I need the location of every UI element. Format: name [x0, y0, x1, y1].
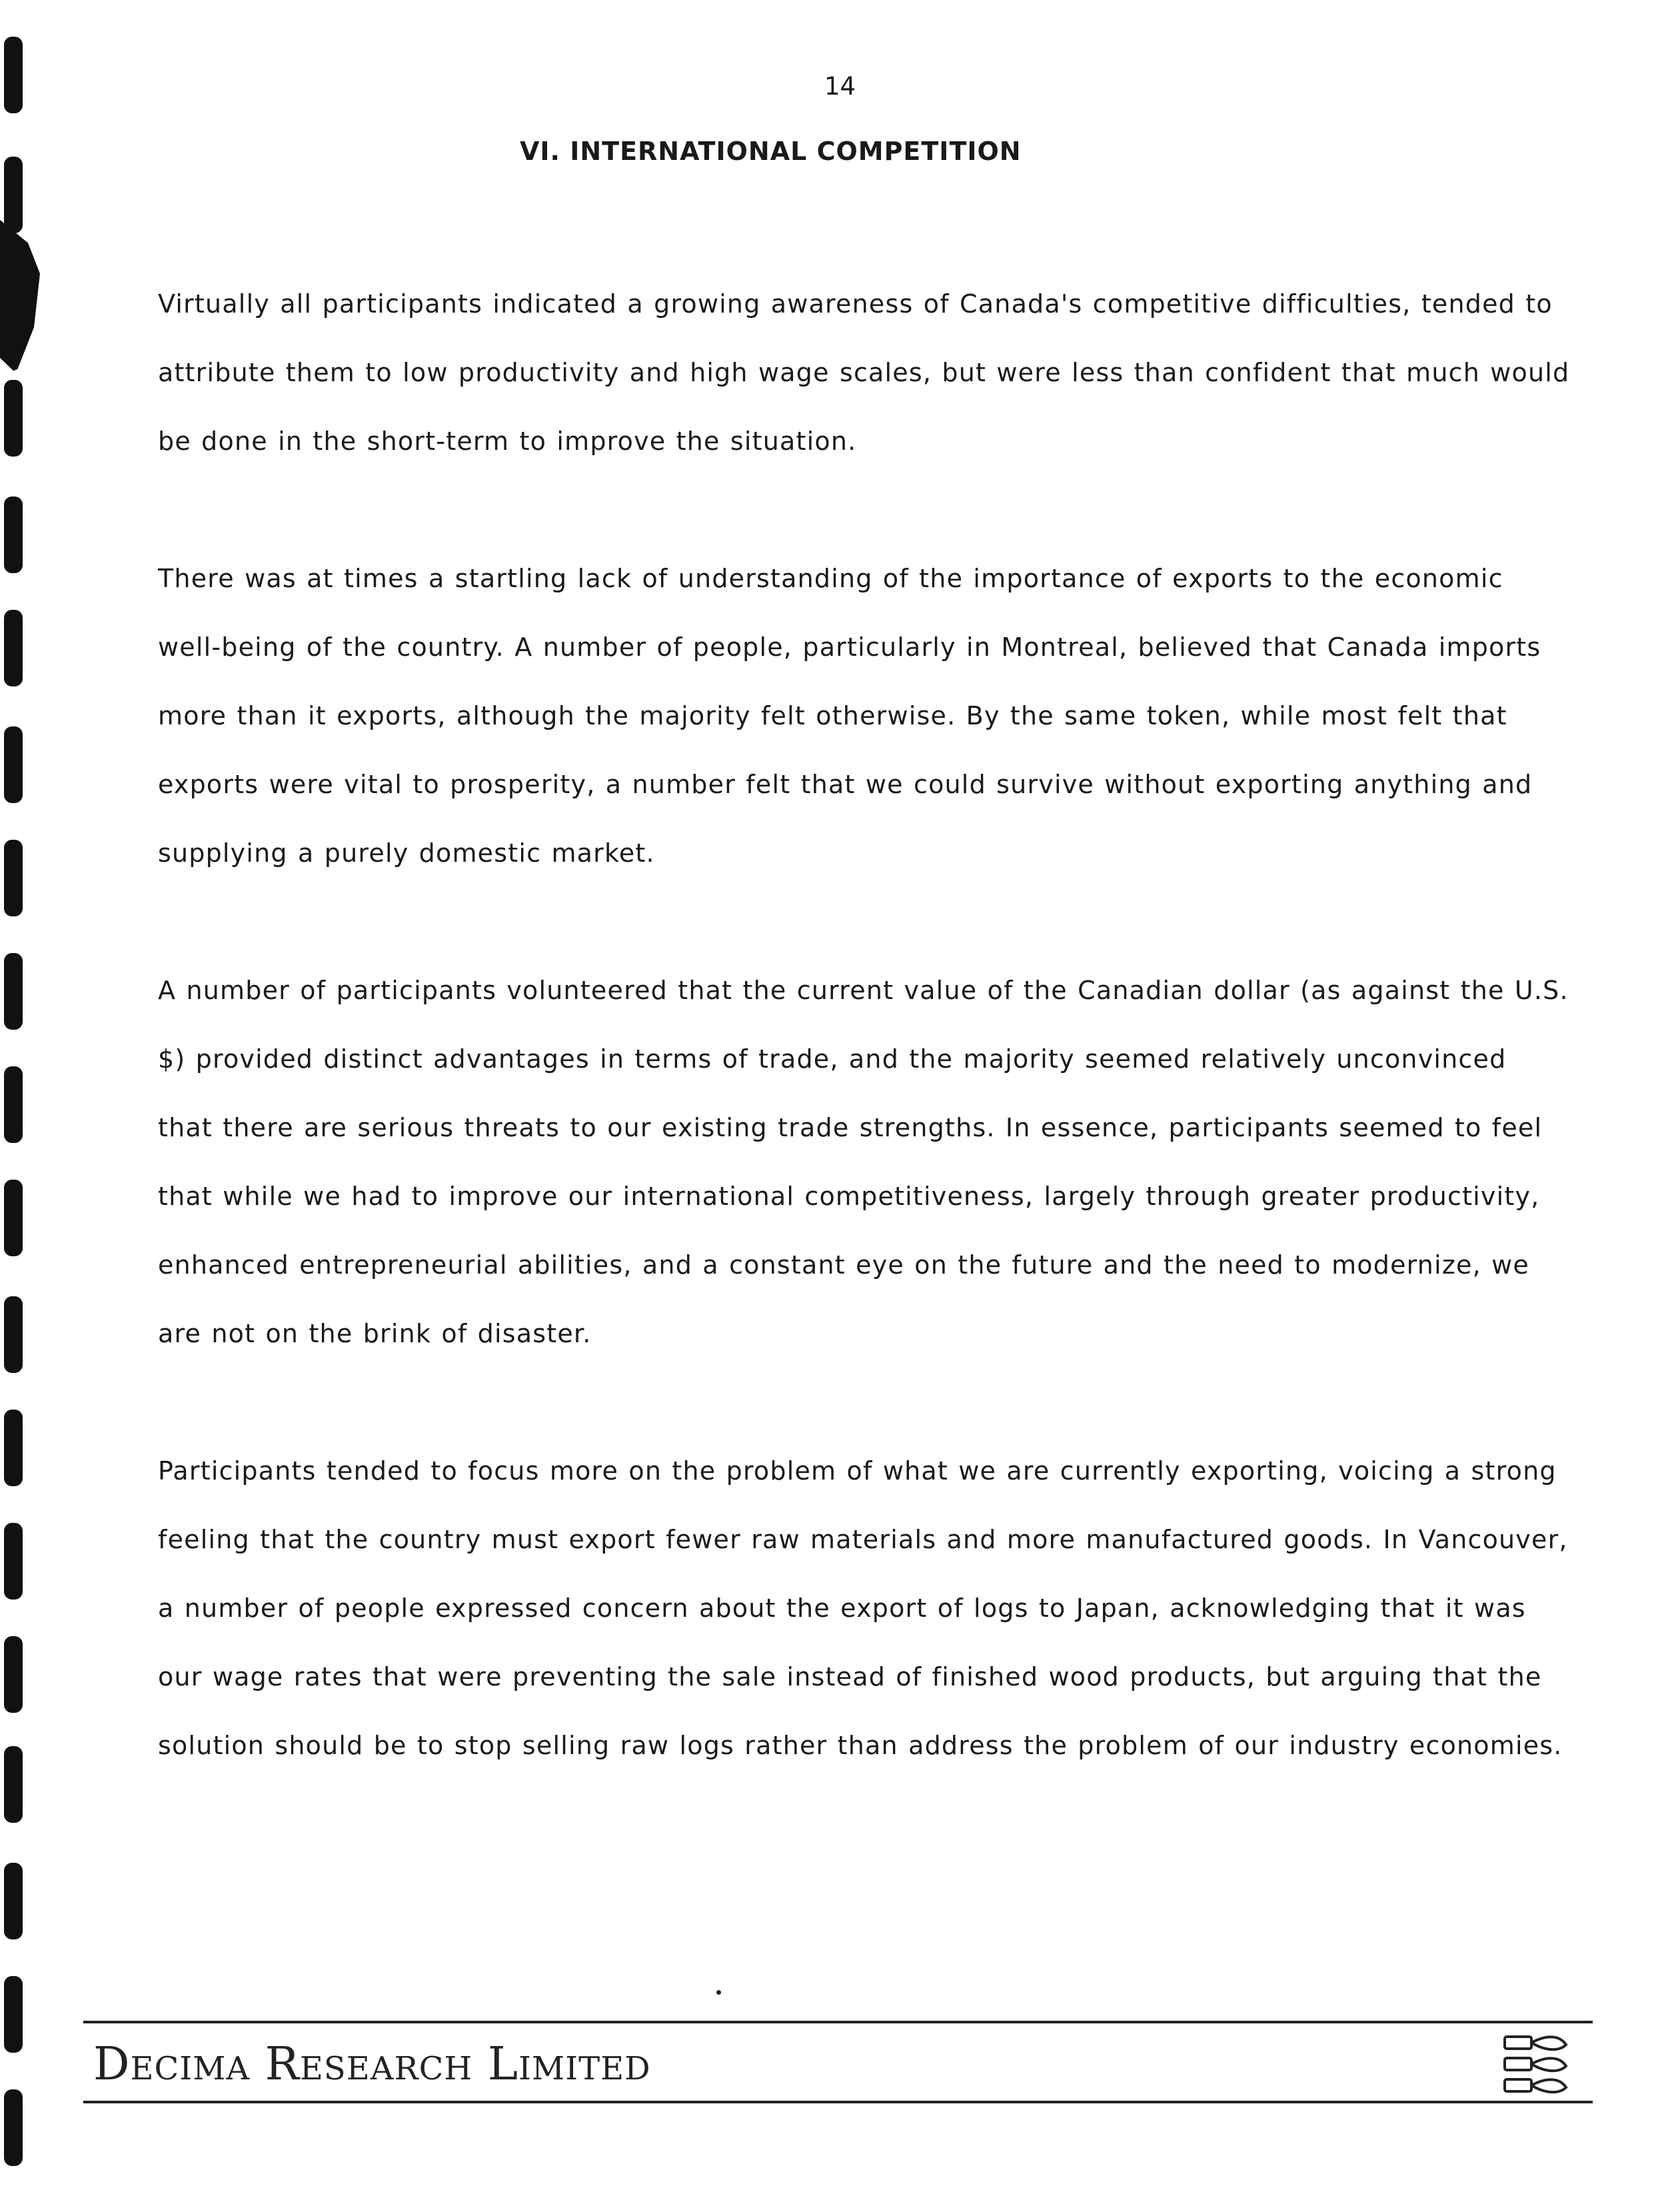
footer-company-name: Decima Research Limited — [93, 2038, 651, 2091]
section-title: VI. INTERNATIONAL COMPETITION — [520, 137, 1022, 166]
binder-hole — [4, 953, 23, 1030]
stray-mark — [716, 1990, 721, 1995]
binder-hole — [4, 1976, 23, 2053]
paragraph: Virtually all participants indicated a growing awareness of Canada's competitive difficulties, tended to attribute them to low productivity and high wage scales, but were less than confident that much would be done in the short-term to improve the situation. — [158, 289, 1570, 456]
binder-hole — [4, 1180, 23, 1256]
decima-logo-icon — [1499, 2031, 1573, 2097]
page-number: 14 — [824, 72, 856, 101]
binder-hole — [4, 1746, 23, 1823]
binder-holes — [0, 0, 53, 2202]
binder-hole — [4, 497, 23, 573]
binder-hole — [4, 1636, 23, 1713]
paragraph: Participants tended to focus more on the problem of what we are currently exporting, voicing a strong feeling that the country must export fewer raw materials and more manufactured goods. In Vancouver, a number of people expressed concern about the export of logs to Japan, acknowledging that it was our wage rates that were preventing the sale instead of finished wood products, but arguing that the solution should be to stop selling raw logs rather than address the problem of our industry economies. — [158, 1456, 1568, 1760]
paragraph: There was at times a startling lack of understanding of the importance of exports to the economic well-being of the country. A number of people, particularly in Montreal, believed that Canada imports more than it exports, although the majority felt otherwise. By the same token, while most felt that exports were vital to prosperity, a number felt that we could survive without exporting anything and supplying a purely domestic market. — [158, 564, 1541, 868]
binder-hole — [4, 840, 23, 916]
footer-rule-bottom — [83, 2101, 1593, 2103]
binder-hole — [4, 1863, 23, 1939]
binder-hole — [4, 726, 23, 803]
binder-hole — [4, 1066, 23, 1143]
binder-hole — [4, 1410, 23, 1486]
binder-hole — [4, 157, 23, 233]
body-text — [158, 270, 1571, 1849]
binder-hole — [4, 1296, 23, 1373]
scan-smudge — [0, 220, 40, 373]
binder-hole — [4, 1523, 23, 1600]
binder-hole — [4, 2089, 23, 2166]
binder-hole — [4, 610, 23, 686]
footer-rule-top — [83, 2021, 1593, 2023]
paragraph: A number of participants volunteered that the current value of the Canadian dollar (as against the U.S. $) provided distinct advantages in terms of trade, and the majority seemed relatively unconvinced that there are serious threats to our existing trade strengths. In essence, participants seemed to feel that while we had to improve our international competitiveness, largely through greater productivity, enhanced entrepreneurial abilities, and a constant eye on the future and the need to modernize, we are not on the brink of disaster. — [158, 976, 1569, 1348]
binder-hole — [4, 380, 23, 457]
